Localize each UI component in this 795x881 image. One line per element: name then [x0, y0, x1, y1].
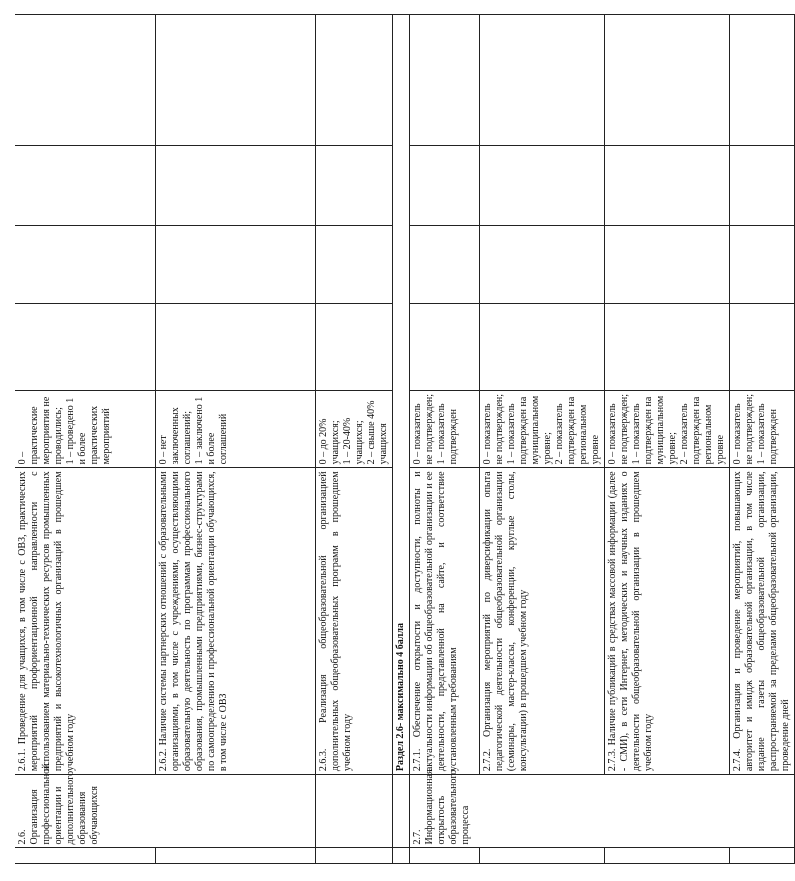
score-line: 0 – показатель не подтвержден;: [606, 393, 630, 465]
empty-cell: [155, 15, 315, 146]
empty-cell: [315, 303, 392, 390]
score-line: 0 – показатель не подтвержден;: [481, 393, 505, 465]
empty-cell: [729, 226, 794, 304]
score-line: 1 – показатель подтвержден: [755, 403, 779, 465]
empty-cell: [479, 15, 604, 146]
empty-cell: [155, 226, 315, 304]
section-summary: Раздел 2.6- максимально 4 балла: [392, 15, 409, 775]
criterion-text: 2.6.3. Реализация общеобразовательной организацией дополнительных общеобразовательных программ в прошедшем учебном году: [315, 468, 392, 775]
criterion-text: 2.7.3. Наличие публикаций в средствах массовой информации (далее - СМИ), в сети Интернет, методических и научных изданиях о деятельности общеобразовательной организации в прошедшем учебном году: [604, 468, 729, 775]
empty-cell: [155, 848, 315, 864]
empty-cell: [15, 848, 155, 864]
criterion-score: [409, 390, 479, 468]
criterion-text: 2.7.2. Организация мероприятий по диверсификации опыта педагогической деятельности общеобразовательной организации (семинары, мастер-классы, конференции, круглые столы, консультации) в прошедшем учебном году: [479, 468, 604, 775]
score-line: 0 – нет заключенных соглашений;: [157, 407, 193, 465]
empty-cell: [15, 146, 155, 226]
empty-cell: [479, 303, 604, 390]
empty-cell: [479, 146, 604, 226]
empty-cell: [392, 848, 409, 864]
score-line: 1 – показатель подтвержден на муниципальном уровне;: [505, 395, 553, 465]
score-line: 1 – проведено 1 и более практических мероприятий: [65, 397, 112, 465]
empty-cell: [479, 226, 604, 304]
empty-cell: [15, 15, 155, 146]
criterion-text: 2.6.1. Проведение для учащихся, в том числе с ОВЗ, практических мероприятий профориентационной направленности с использованием материально-технических ресурсов промышленных предприятий и высокотехнологичных организаций в прошедшем учебном году: [15, 468, 155, 775]
empty-cell: [155, 303, 315, 390]
criterion-score: [729, 390, 794, 468]
empty-cell: [315, 15, 392, 146]
criterion-score: [315, 390, 392, 468]
empty-cell: [604, 848, 729, 864]
score-line: 2 – свыше 40% учащихся: [365, 400, 389, 465]
empty-cell: [315, 146, 392, 226]
empty-cell: [315, 226, 392, 304]
empty-cell: [479, 848, 604, 864]
empty-cell: [729, 848, 794, 864]
criterion-text: 2.6.2. Наличие системы партнерских отношений с образовательными организациями, в том числе с учреждениями, осуществляющими образовательную деятельность по программам профессионального образования, промышленными предприятиями, бизнес-структурами по самоопределению и профессиональной ориентации обучающихся, в том числе с ОВЗ: [155, 468, 315, 775]
score-line: 1 – показатель подтвержден: [435, 403, 459, 465]
rotated-table-wrapper: [15, 14, 791, 864]
score-line: 0 – практические мероприятия не проводились;: [17, 396, 64, 465]
score-line: 2 – показатель подтвержден на региональном уровне: [553, 396, 601, 465]
criterion-score: [15, 390, 155, 468]
empty-cell: [409, 226, 479, 304]
criterion-score: [155, 390, 315, 468]
criterion-text: 2.7.4. Организация и проведение мероприятий, повышающих авторитет и имидж образовательной организации, в том числе издание газеты общеобразовательной организации, распространяемой за пределами общеобразовательной организации, проведение дней: [729, 468, 794, 775]
empty-cell: [15, 303, 155, 390]
empty-cell: [409, 146, 479, 226]
criterion-score: [479, 390, 604, 468]
empty-cell: [729, 303, 794, 390]
empty-cell: [604, 15, 729, 146]
criteria-table: [15, 14, 795, 864]
score-line: 0 – показатель не подтвержден;: [411, 393, 435, 465]
section-title: 2.6. Организация профессиональной ориентации и дополнительного образования обучающихся: [15, 775, 315, 848]
criterion-score: [604, 390, 729, 468]
score-line: 2 – показатель подтвержден на региональном уровне: [678, 396, 726, 465]
empty-cell: [392, 775, 409, 848]
empty-cell: [409, 848, 479, 864]
empty-cell: [315, 848, 392, 864]
score-line: 0 – до 20% учащихся;: [317, 418, 341, 465]
score-line: 0 – показатель не подтвержден;: [731, 393, 755, 465]
score-line: 1 – заключено 1 и более соглашений: [193, 396, 229, 465]
empty-cell: [155, 146, 315, 226]
empty-cell: [315, 775, 392, 848]
empty-cell: [729, 146, 794, 226]
empty-cell: [604, 303, 729, 390]
empty-cell: [409, 15, 479, 146]
empty-cell: [15, 226, 155, 304]
criterion-text: 2.7.1. Обеспечение открытости и доступности, полноты и актуальности информации об общеобразовательной организации и ее деятельности, представленной на сайте, и соответствие установленным требованиям: [409, 468, 479, 775]
empty-cell: [409, 303, 479, 390]
section-title: 2.7. Информационная открытость образовательного процесса: [409, 775, 794, 848]
empty-cell: [604, 146, 729, 226]
empty-cell: [729, 15, 794, 146]
score-line: 1 – 20-40% учащихся;: [341, 417, 365, 465]
empty-cell: [604, 226, 729, 304]
score-line: 1 – показатель подтвержден на муниципальном уровне;: [630, 395, 678, 465]
